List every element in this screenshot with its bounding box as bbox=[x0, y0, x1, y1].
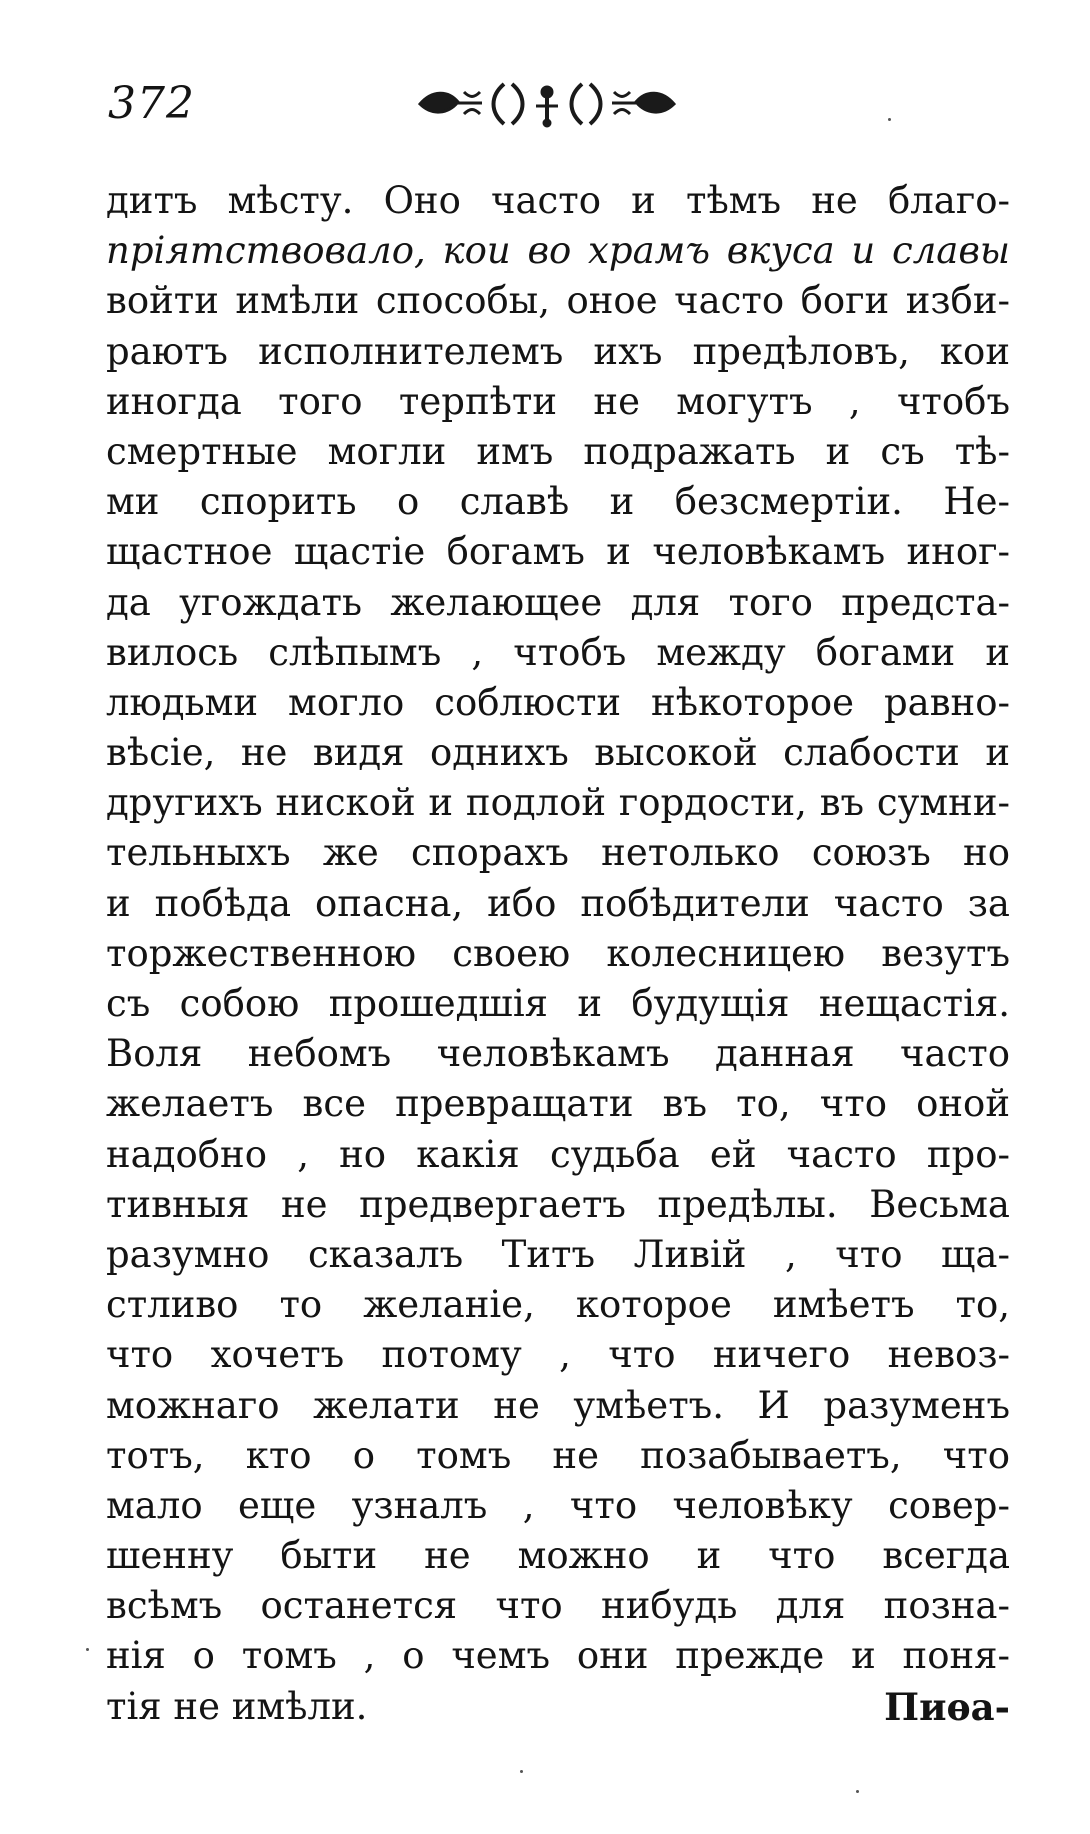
text-line: тивныя не предвергаетъ предѣлы. Весьма bbox=[106, 1182, 1010, 1226]
text-line: иногда того терпѣти не могутъ , чтобъ bbox=[106, 379, 1010, 423]
text-line: разумно сказалъ Титъ Ливій , что ща- bbox=[106, 1232, 1010, 1276]
text-line: шенну быти не можно и что всегда bbox=[106, 1534, 1010, 1578]
text-line: что хочетъ потому , что ничего невоз- bbox=[106, 1333, 1010, 1377]
page-number: 372 bbox=[108, 78, 195, 129]
text-line: ми спорить о славѣ и безсмертіи. Не- bbox=[106, 480, 1010, 524]
text-line: можнаго желати не умѣетъ. И разуменъ bbox=[106, 1383, 1010, 1427]
ornament-icon bbox=[412, 78, 682, 128]
text-line: торжественною своею колесницею везутъ bbox=[106, 931, 1010, 975]
text-line: пріятствовало, кои во храмъ вкуса и славы bbox=[106, 229, 1010, 273]
text-line: нія о томъ , о чемъ они прежде и поня- bbox=[106, 1634, 1010, 1678]
text-line: щастное щастіе богамъ и человѣкамъ иног- bbox=[106, 530, 1010, 574]
text-line: раютъ исполнителемъ ихъ предѣловъ, кои bbox=[106, 329, 1010, 373]
text-line: тотъ, кто о томъ не позабываетъ, что bbox=[106, 1433, 1010, 1477]
text-line: тельныхъ же спорахъ нетолько союзъ но bbox=[106, 831, 1010, 875]
text-line: людьми могло соблюсти нѣкоторое равно- bbox=[106, 680, 1010, 724]
text-line: всѣмъ останется что нибудь для позна- bbox=[106, 1584, 1010, 1628]
text-line: смертные могли имъ подражать и съ тѣ- bbox=[106, 429, 1010, 473]
paper-speck bbox=[856, 1790, 859, 1793]
text-line: и побѣда опасна, ибо побѣдители часто за bbox=[106, 881, 1010, 925]
body-text bbox=[106, 176, 1010, 1732]
text-line: вилось слѣпымъ , чтобъ между богами и bbox=[106, 630, 1010, 674]
text-line: вѣсіе, не видя однихъ высокой слабости и bbox=[106, 731, 1010, 775]
paper-speck bbox=[86, 1648, 89, 1651]
text-line: мало еще узналъ , что человѣку совер- bbox=[106, 1483, 1010, 1527]
text-line: войти имѣли способы, оное часто боги изби- bbox=[106, 279, 1010, 323]
final-line-text: тія не имѣли. bbox=[106, 1684, 368, 1728]
text-line: дитъ мѣсту. Оно часто и тѣмъ не благо- bbox=[106, 179, 1010, 222]
final-line bbox=[106, 1682, 1010, 1732]
catchword: Пиѳа- bbox=[884, 1684, 1010, 1729]
text-line: съ собою прошедшія и будущія нещастія. bbox=[106, 982, 1010, 1025]
text-line: стливо то желаніе, которое имѣетъ то, bbox=[106, 1283, 1010, 1327]
text-line: другихъ ниской и подлой гордости, въ сумни- bbox=[106, 781, 1010, 825]
paper-speck bbox=[888, 118, 891, 121]
text-line: надобно , но какія судьба ей часто про- bbox=[106, 1132, 1010, 1176]
text-line: желаетъ все превращати въ то, что оной bbox=[106, 1082, 1010, 1126]
text-line: Воля небомъ человѣкамъ данная часто bbox=[106, 1032, 1010, 1076]
paper-speck bbox=[520, 1770, 523, 1773]
text-line: да угождать желающее для того предста- bbox=[106, 580, 1010, 624]
